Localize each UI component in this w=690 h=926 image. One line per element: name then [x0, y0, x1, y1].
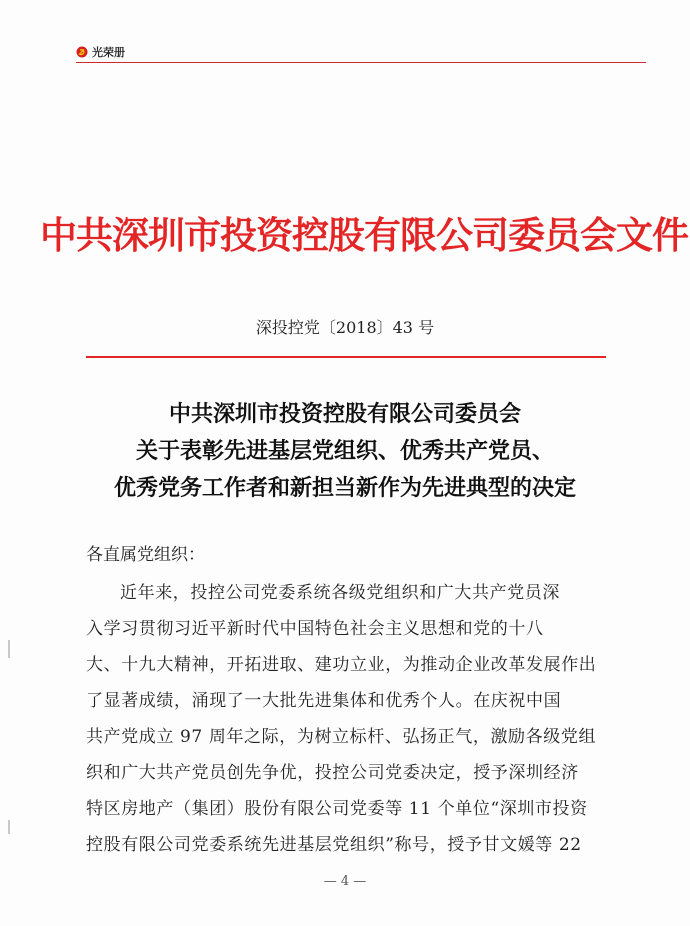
document-number: 深投控党〔2018〕43 号	[255, 318, 435, 337]
body-text	[86, 575, 610, 863]
decision-title-line: 优秀党务工作者和新担当新作为先进典型的决定	[113, 475, 576, 501]
body-line: 入学习贯彻习近平新时代中国特色社会主义思想和党的十八	[86, 619, 544, 639]
body-line: 大、十九大精神，开拓进取、建功立业，为推动企业改革发展作出	[86, 655, 597, 675]
scan-edge-mark	[8, 820, 10, 834]
body-line: 织和广大共产党员创先争优，投控公司党委决定，授予深圳经济	[86, 763, 579, 783]
body-line: 控股有限公司党委系统先进基层党组织”称号，授予甘文媛等 22	[86, 835, 582, 855]
red-divider	[86, 356, 606, 358]
decision-title-line: 中共深圳市投资控股有限公司委员会	[168, 401, 521, 427]
page-number: — 4 —	[323, 874, 367, 889]
decision-title-line: 关于表彰先进基层党组织、优秀共产党员、	[135, 438, 554, 464]
salutation: 各直属党组织：	[86, 545, 205, 565]
document-title: 中共深圳市投资控股有限公司委员会文件	[40, 214, 688, 257]
body-line: 共产党成立 97 周年之际，为树立标杆、弘扬正气，激励各级党组	[86, 727, 597, 747]
header-tag	[76, 44, 125, 60]
body-line: 特区房地产（集团）股份有限公司党委等 11 个单位“深圳市投资	[86, 799, 588, 819]
header-tag-label: 光荣册	[92, 46, 125, 59]
decision-title	[40, 396, 650, 507]
header-divider	[76, 62, 646, 63]
body-line: 了显著成绩，涌现了一大批先进集体和优秀个人。在庆祝中国	[86, 691, 562, 711]
party-emblem-icon	[76, 46, 88, 58]
body-line: 近年来，投控公司党委系统各级党组织和广大共产党员深	[120, 583, 560, 603]
scan-edge-mark	[8, 640, 10, 658]
